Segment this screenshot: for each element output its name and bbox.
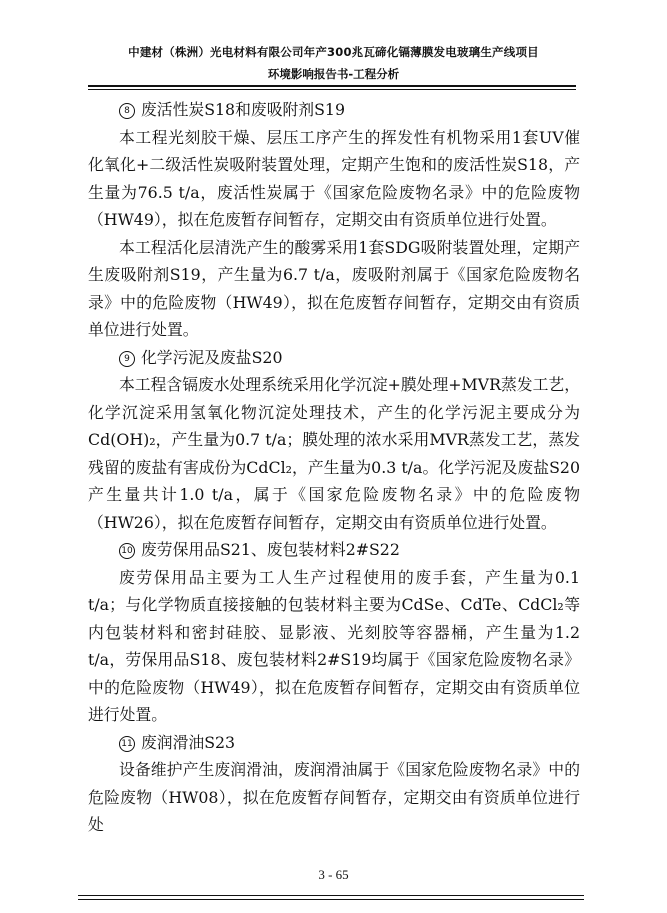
paragraph: 本工程光刻胶干燥、层压工序产生的挥发性有机物采用1套UV催化氧化+二级活性炭吸附装置处理，定期产生饱和的废活性炭S18，产生量为76.5 t/a，废活性炭属于《国家危险废物名录》中的危险废物（HW49），拟在危废暂存间暂存，定期交由有资质单位进行处置。	[88, 127, 580, 229]
paragraph: 本工程含镉废水处理系统采用化学沉淀+膜处理+MVR蒸发工艺，化学沉淀采用氢氧化物沉淀处理技术，产生的化学污泥主要成分为Cd(OH)₂，产生量为0.7 t/a；膜处理的浓水采用MVR蒸发工艺，蒸发残留的废盐有害成份为CdCl₂，产生量为0.3 t/a。化学污泥及废盐S20产生量共计1.0 t/a，属于《国家危险废物名录》中的危险废物（HW26），拟在危废暂存间暂存，定期交由有资质单位进行处置。	[88, 375, 580, 532]
section-heading-11	[88, 729, 580, 757]
paragraph: 废劳保用品主要为工人生产过程使用的废手套，产生量为0.1 t/a；与化学物质直接接触的包装材料主要为CdSe、CdTe、CdCl₂等内包装材料和密封硅胶、显影液、光刻胶等容器桶，产生量为1.2 t/a，劳保用品S18、废包装材料2#S19均属于《国家危险废物名录》中的危险废物（HW49），拟在危废暂存间暂存，定期交由有资质单位进行处置。	[88, 567, 580, 724]
paragraph: 本工程活化层清洗产生的酸雾采用1套SDG吸附装置处理，定期产生废吸附剂S19，产生量为6.7 t/a，废吸附剂属于《国家危险废物名录》中的危险废物（HW49），拟在危废暂存间暂存，定期交由有资质单位进行处置。	[88, 237, 580, 339]
section-heading-8	[88, 96, 580, 124]
section-number-8: 8	[119, 103, 135, 119]
header-project-title: 中建材（株洲）光电材料有限公司年产300兆瓦碲化镉薄膜发电玻璃生产线项目	[128, 45, 539, 59]
paragraph: 设备维护产生废润滑油，废润滑油属于《国家危险废物名录》中的危险废物（HW08），拟在危废暂存间暂存，定期交由有资质单位进行处	[88, 760, 580, 834]
footer-rule-thin	[78, 899, 584, 900]
section-number-10: 10	[119, 543, 135, 559]
section-title-9: 化学污泥及废盐S20	[141, 347, 283, 367]
page-number: 3 - 65	[318, 867, 349, 882]
document-body	[88, 96, 580, 839]
section-heading-9	[88, 344, 580, 372]
header-rule-thin	[88, 89, 576, 90]
section-number-9: 9	[119, 351, 135, 367]
section-title-11: 废润滑油S23	[141, 732, 236, 752]
header-rule-thick	[88, 85, 576, 87]
footer-rule-thick	[78, 895, 584, 896]
section-title-10: 废劳保用品S21、废包装材料2#S22	[141, 540, 400, 559]
section-number-11: 11	[119, 736, 135, 752]
section-heading-10	[88, 536, 580, 564]
section-title-8: 废活性炭S18和废吸附剂S19	[141, 100, 346, 119]
header-report-title: 环境影响报告书-工程分析	[267, 67, 400, 81]
page-header	[0, 44, 667, 82]
